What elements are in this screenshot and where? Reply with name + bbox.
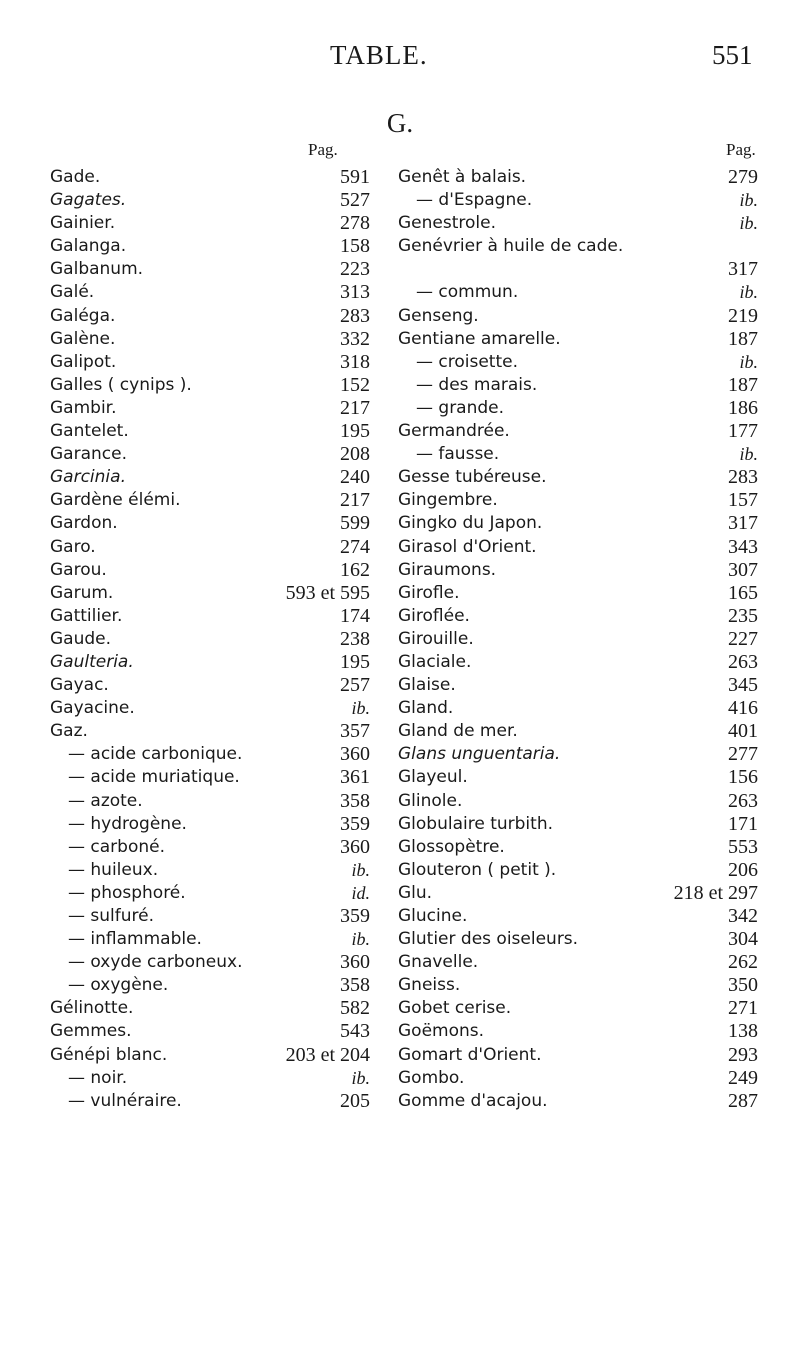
index-entry	[50, 397, 370, 420]
index-entry	[50, 189, 370, 212]
index-entry	[50, 928, 370, 951]
index-entry-term: — huileux.	[68, 859, 159, 880]
index-entry-term: Garum.	[50, 582, 114, 603]
index-entry-term: Gemmes.	[50, 1021, 132, 1042]
index-entry-page: 360	[340, 951, 370, 974]
index-entry	[398, 1067, 758, 1090]
index-entry-page: 591	[340, 166, 370, 188]
index-entry-page: 283	[340, 304, 370, 327]
index-entry	[398, 374, 758, 397]
index-entry	[50, 351, 370, 374]
index-entry-page: 277	[728, 743, 758, 766]
index-entry-page: ib.	[739, 190, 758, 211]
index-entry	[398, 189, 758, 212]
index-entry-term: Galéga.	[50, 305, 116, 326]
index-entry-term: Galanga.	[50, 236, 127, 257]
index-entry-page: 283	[728, 466, 758, 489]
index-entry-page: 195	[340, 650, 370, 673]
index-entry-term: Glans unguentaria.	[398, 744, 561, 765]
index-entry-term: Giroflée.	[398, 605, 470, 626]
index-entry	[398, 743, 758, 766]
index-entry-page: 279	[728, 166, 758, 188]
index-entry	[50, 859, 370, 882]
index-entry-term: Gayacine.	[50, 698, 135, 719]
index-entry	[50, 235, 370, 258]
index-entry	[50, 813, 370, 836]
index-entry-term: Galène.	[50, 328, 116, 349]
index-entry-page: ib.	[739, 444, 758, 465]
index-entry-page: 553	[728, 835, 758, 858]
index-entry-term: Gentiane amarelle.	[398, 328, 561, 349]
index-entry-term: Gaz.	[50, 721, 88, 742]
index-entry-term: Glossopètre.	[398, 836, 505, 857]
index-entry	[50, 1067, 370, 1090]
index-entry-term: — d'Espagne.	[416, 190, 533, 211]
index-entry-term: Garo.	[50, 536, 96, 557]
index-entry-term: — oxyde carboneux.	[68, 952, 243, 973]
index-entry-page: 162	[340, 558, 370, 581]
index-entry	[50, 374, 370, 397]
index-entry	[398, 974, 758, 997]
index-entry-page: 187	[728, 373, 758, 396]
index-entry-page: 138	[728, 1020, 758, 1043]
index-entry	[398, 951, 758, 974]
index-entry-term: Girouille.	[398, 628, 474, 649]
index-entry	[50, 790, 370, 813]
index-entry	[50, 974, 370, 997]
index-entry-page: 262	[728, 951, 758, 974]
index-entry-page: 359	[340, 905, 370, 927]
index-entry-term: Gombo.	[398, 1067, 465, 1088]
index-entry	[398, 882, 758, 905]
index-entry	[398, 859, 758, 882]
index-entry-page: 177	[728, 420, 758, 443]
index-entry-term: — des marais.	[416, 374, 538, 395]
index-entry	[50, 1044, 370, 1067]
index-entry	[50, 489, 370, 512]
running-head-title: TABLE.	[330, 40, 428, 70]
index-entry-term: — grande.	[416, 397, 505, 418]
index-entry	[50, 328, 370, 351]
index-entry	[50, 720, 370, 743]
index-entry	[398, 281, 758, 304]
index-entry-page: 165	[728, 581, 758, 604]
index-entry-term: Galipot.	[50, 351, 117, 372]
index-entry-page: 263	[728, 789, 758, 812]
section-letter: G.	[386, 108, 414, 138]
index-entry-term: Garance.	[50, 444, 127, 465]
index-entry-term: Gambir.	[50, 397, 117, 418]
index-entry	[50, 605, 370, 628]
index-entry-page: 158	[340, 235, 370, 258]
index-entry-term: Gingko du Japon.	[398, 513, 543, 534]
index-entry	[50, 882, 370, 905]
index-entry	[50, 905, 370, 928]
index-entry-term: Goëmons.	[398, 1021, 485, 1042]
index-entry-page: 357	[340, 720, 370, 743]
index-entry-page: ib.	[739, 213, 758, 234]
index-entry-term: — noir.	[68, 1067, 128, 1088]
index-entry-term: Gantelet.	[50, 421, 129, 442]
index-entry-page: 240	[340, 466, 370, 489]
index-entry-term: Gland de mer.	[398, 721, 518, 742]
index-entry-page: 307	[728, 558, 758, 581]
index-entry-term: — inflammable.	[68, 929, 202, 950]
index-entry	[398, 397, 758, 420]
index-entry-term: Genévrier à huile de cade.	[398, 236, 624, 257]
index-entry	[50, 1090, 370, 1113]
index-entry	[398, 512, 758, 535]
index-entry-term: Glinole.	[398, 790, 463, 811]
index-entry-page: 271	[728, 997, 758, 1020]
index-entry	[398, 928, 758, 951]
index-entry	[398, 1090, 758, 1113]
index-entry-page: ib.	[351, 929, 370, 950]
index-entry	[50, 258, 370, 281]
index-entry-page: 208	[340, 443, 370, 466]
index-entry-term: — fausse.	[416, 444, 500, 465]
index-entry	[398, 836, 758, 859]
index-entry	[398, 905, 758, 928]
index-entry-term: Galles ( cynips ).	[50, 374, 192, 395]
index-entry-term: Genestrole.	[398, 213, 496, 234]
index-entry	[50, 512, 370, 535]
index-entry-term: — sulfuré.	[68, 906, 154, 926]
index-entry-page: 582	[340, 997, 370, 1020]
index-entry-term: Glayeul.	[398, 767, 468, 788]
index-entry	[50, 466, 370, 489]
pag-column-label: Pag.	[726, 140, 756, 159]
index-entry-term: — acide muriatique.	[68, 767, 240, 788]
index-entry-page: 358	[340, 974, 370, 997]
index-entry-page: 157	[728, 489, 758, 512]
index-entry-page: 206	[728, 858, 758, 881]
index-entry-term: Gland.	[398, 698, 454, 719]
index-entry-page: 345	[728, 674, 758, 697]
index-entry-term: — oxygène.	[68, 975, 169, 996]
index-entry	[50, 281, 370, 304]
index-entry-page: 217	[340, 396, 370, 419]
index-entry-term: — carboné.	[68, 836, 165, 857]
index-entry-term: Glu.	[398, 882, 433, 903]
index-entry-term: — croisette.	[416, 351, 518, 372]
index-entry-page: 317	[728, 258, 758, 281]
index-entry	[50, 743, 370, 766]
index-entry-list	[398, 166, 758, 1113]
index-entry-page: 263	[728, 650, 758, 673]
index-entry	[398, 582, 758, 605]
index-entry-page: 156	[728, 766, 758, 789]
index-entry-page: 278	[340, 212, 370, 235]
index-entry-page: 238	[340, 627, 370, 650]
index-entry-term: Glaise.	[398, 675, 456, 696]
index-entry	[50, 997, 370, 1020]
index-entry	[398, 466, 758, 489]
index-entry-term: Gardon.	[50, 513, 118, 534]
index-entry	[398, 212, 758, 235]
index-entry-page: 318	[340, 350, 370, 373]
index-entry-page: 205	[340, 1089, 370, 1112]
index-entry-term: Glucine.	[398, 906, 468, 926]
pag-column-label: Pag.	[308, 140, 338, 159]
index-entry-term: Glouteron ( petit ).	[398, 859, 557, 880]
index-entry-page: 227	[728, 627, 758, 650]
index-entry-page: 218 et 297	[673, 881, 758, 904]
index-entry-term: Gainier.	[50, 213, 116, 234]
index-entry-page: ib.	[739, 351, 758, 372]
index-entry-page: 152	[340, 373, 370, 396]
index-entry-page: 257	[340, 674, 370, 697]
index-entry-page: 527	[340, 189, 370, 212]
index-entry-term: Girofle.	[398, 582, 460, 603]
index-entry-page: ib.	[351, 1067, 370, 1088]
index-entry-page: 171	[728, 812, 758, 835]
index-entry-term: — acide carbonique.	[68, 744, 243, 765]
index-entry-term: Gneiss.	[398, 975, 461, 996]
index-entry	[50, 582, 370, 605]
index-entry-term: Garou.	[50, 559, 107, 580]
index-entry-page: 350	[728, 974, 758, 997]
index-entry-page: 274	[340, 535, 370, 558]
index-entry-page: 249	[728, 1066, 758, 1089]
index-entry	[398, 305, 758, 328]
index-entry-page: 187	[728, 327, 758, 350]
index-entry	[50, 559, 370, 582]
index-entry-term: Gesse tubéreuse.	[398, 467, 547, 488]
index-entry-page: 401	[728, 720, 758, 743]
index-entry-term: — vulnéraire.	[68, 1090, 182, 1111]
index-entry	[398, 651, 758, 674]
index-entry	[50, 1020, 370, 1043]
index-entry	[398, 559, 758, 582]
index-entry-term: Glutier des oiseleurs.	[398, 929, 579, 950]
index-entry-term: Genêt à balais.	[398, 167, 527, 187]
index-entry-page: 416	[728, 697, 758, 720]
index-entry	[398, 351, 758, 374]
index-entry-page: 543	[340, 1020, 370, 1043]
index-entry-term: Garcinia.	[50, 467, 126, 488]
index-entry	[398, 766, 758, 789]
index-entry	[398, 258, 758, 281]
index-entry	[398, 628, 758, 651]
index-entry-page: 359	[340, 812, 370, 835]
index-entry	[398, 1020, 758, 1043]
index-entry-term: Globulaire turbith.	[398, 813, 553, 834]
index-entry	[50, 166, 370, 189]
index-entry-term: Galé.	[50, 282, 95, 303]
index-entry	[398, 328, 758, 351]
index-entry-page: 332	[340, 327, 370, 350]
index-entry-page: 203 et 204	[285, 1043, 370, 1066]
index-entry	[50, 443, 370, 466]
index-entry	[398, 720, 758, 743]
index-entry-page: 361	[340, 766, 370, 789]
index-entry-term: Girasol d'Orient.	[398, 536, 537, 557]
index-entry-term: Germandrée.	[398, 421, 510, 442]
index-entry-page: 360	[340, 835, 370, 858]
index-entry-term: — hydrogène.	[68, 813, 187, 834]
index-entry-page: 360	[340, 743, 370, 766]
index-entry-page: 317	[728, 512, 758, 535]
index-entry-term: Gagates.	[50, 190, 127, 211]
index-entry	[50, 836, 370, 859]
index-entry-page: ib.	[739, 282, 758, 303]
index-entry-page: 195	[340, 420, 370, 443]
index-entry	[50, 697, 370, 720]
index-entry-term: Galbanum.	[50, 259, 144, 280]
index-entry-term: Gaude.	[50, 628, 112, 649]
index-entry	[50, 674, 370, 697]
index-entry-term: — phosphoré.	[68, 882, 186, 903]
index-entry-term: — commun.	[416, 282, 519, 303]
index-entry-page: 235	[728, 604, 758, 627]
index-entry	[50, 951, 370, 974]
index-entry-page: 174	[340, 604, 370, 627]
index-entry-term: Glaciale.	[398, 651, 472, 672]
index-entry	[50, 536, 370, 559]
index-entry-page: ib.	[351, 698, 370, 719]
index-entry-page: 287	[728, 1089, 758, 1112]
index-entry-page: 313	[340, 281, 370, 304]
index-entry	[398, 489, 758, 512]
index-entry-term: Gomme d'acajou.	[398, 1090, 548, 1111]
index-entry-list	[50, 166, 370, 1113]
index-entry-page: 358	[340, 789, 370, 812]
index-entry-term: — azote.	[68, 790, 143, 811]
index-entry	[50, 212, 370, 235]
index-entry-page: 186	[728, 396, 758, 419]
index-entry-page: ib.	[351, 859, 370, 880]
index-entry	[398, 1044, 758, 1067]
index-entry	[398, 166, 758, 189]
index-entry-term: Gattilier.	[50, 605, 123, 626]
index-entry-term: Génépi blanc.	[50, 1044, 168, 1065]
index-entry-term: Gardène élémi.	[50, 490, 181, 511]
index-entry-page: 599	[340, 512, 370, 535]
index-entry	[398, 790, 758, 813]
index-entry-term: Gade.	[50, 167, 101, 187]
index-entry	[398, 443, 758, 466]
index-entry-term: Gnavelle.	[398, 952, 479, 973]
index-entry	[398, 536, 758, 559]
index-entry	[398, 420, 758, 443]
index-entry-term: Gobet cerise.	[398, 998, 512, 1019]
index-entry	[398, 605, 758, 628]
index-entry	[398, 697, 758, 720]
page-number: 551	[712, 40, 753, 70]
index-entry-page: 293	[728, 1043, 758, 1066]
index-entry-page: 343	[728, 535, 758, 558]
index-entry	[50, 766, 370, 789]
index-entry	[50, 305, 370, 328]
index-entry-page: 593 et 595	[285, 581, 370, 604]
running-head	[0, 40, 800, 70]
index-entry-term: Gayac.	[50, 675, 109, 696]
index-entry-page: 223	[340, 258, 370, 281]
index-entry-page: 342	[728, 905, 758, 927]
index-entry	[50, 420, 370, 443]
index-entry	[398, 235, 758, 258]
index-entry-term: Gaulteria.	[50, 651, 134, 672]
index-entry-term: Giraumons.	[398, 559, 497, 580]
index-entry-page: 219	[728, 304, 758, 327]
index-entry	[50, 628, 370, 651]
index-entry	[398, 997, 758, 1020]
index-entry-term: Gomart d'Orient.	[398, 1044, 542, 1065]
index-entry	[398, 674, 758, 697]
index-entry-term: Gingembre.	[398, 490, 498, 511]
index-entry-page: id.	[351, 882, 370, 903]
index-entry-page: 217	[340, 489, 370, 512]
index-entry-term: Gélinotte.	[50, 998, 134, 1019]
index-entry	[50, 651, 370, 674]
index-entry-term: Genseng.	[398, 305, 479, 326]
index-entry-page: 304	[728, 928, 758, 951]
index-entry	[398, 813, 758, 836]
